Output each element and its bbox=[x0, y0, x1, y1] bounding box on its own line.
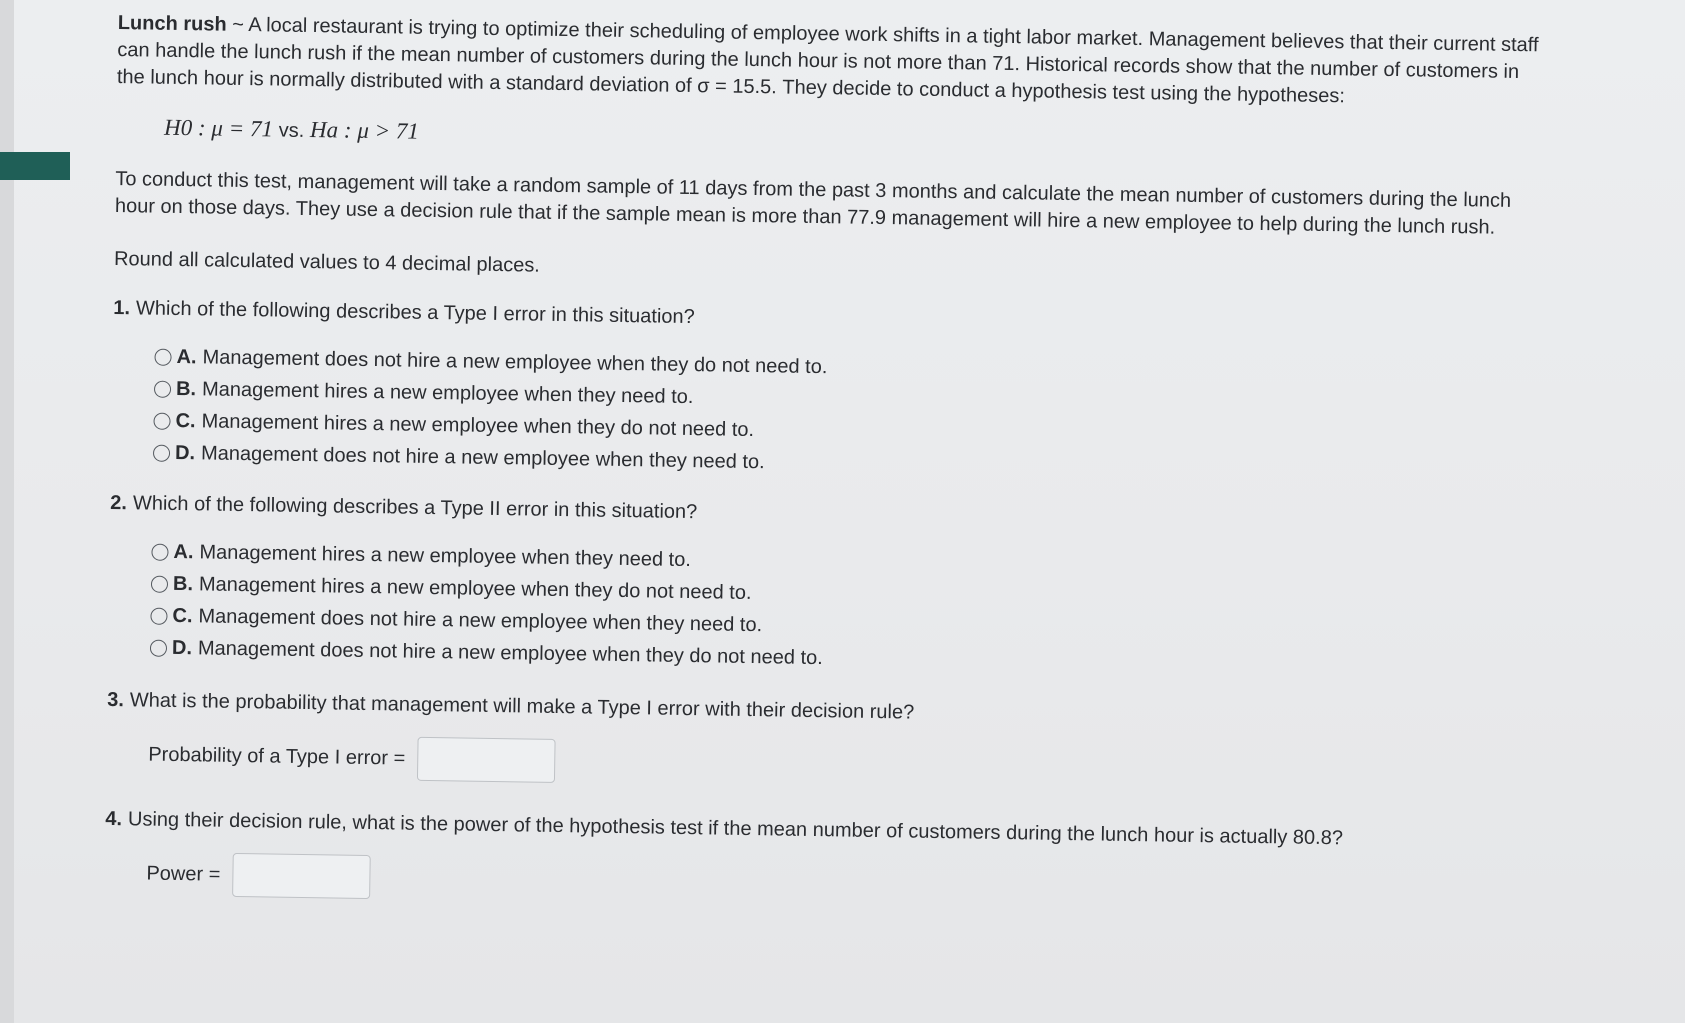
question-number: 2. bbox=[110, 491, 128, 515]
option-letter: C. bbox=[172, 604, 193, 627]
hypotheses bbox=[164, 114, 1546, 165]
radio-button[interactable] bbox=[151, 575, 168, 592]
option-text: Management does not hire a new employee when they do not need to. bbox=[202, 345, 828, 378]
power-input[interactable] bbox=[232, 853, 371, 899]
option-letter: D. bbox=[171, 636, 193, 659]
question-4 bbox=[104, 806, 1535, 917]
null-hypothesis: H0 : μ = 71 bbox=[163, 114, 274, 142]
question-4-title bbox=[105, 806, 1535, 855]
question-1-options bbox=[153, 341, 1543, 491]
option-letter: D. bbox=[174, 441, 196, 464]
question-1-title bbox=[113, 295, 1543, 344]
answer-label: Power = bbox=[146, 862, 221, 886]
question-number: 4. bbox=[105, 807, 123, 831]
question-text: Using their decision rule, what is the power of the hypothesis test if the mean number of customers during the lunch hour is actually 80.8? bbox=[127, 808, 1344, 850]
problem-content bbox=[104, 10, 1548, 917]
question-2 bbox=[108, 490, 1541, 685]
option-letter: A. bbox=[173, 540, 194, 563]
intro-paragraph bbox=[117, 10, 1548, 113]
answer-label: Probability of a Type I error = bbox=[148, 743, 406, 770]
option-letter: B. bbox=[172, 572, 194, 595]
question-3 bbox=[106, 687, 1537, 798]
question-text: Which of the following describes a Type II error in this situation? bbox=[132, 492, 698, 524]
option-letter: C. bbox=[175, 409, 196, 432]
option-text: Management hires a new employee when they do not need to. bbox=[198, 572, 752, 604]
radio-button[interactable] bbox=[150, 607, 167, 624]
rounding-note: Round all calculated values to 4 decimal places. bbox=[113, 247, 541, 277]
option-letter: A. bbox=[176, 345, 197, 368]
question-text: What is the probability that management will make a Type I error with their decision rule? bbox=[129, 689, 915, 724]
power-answer-row bbox=[146, 852, 1535, 918]
hypotheses-vs: vs. bbox=[278, 119, 305, 142]
intro-text: A local restaurant is trying to optimize their scheduling of employee work shifts in a tight labor market. Management believes that their current staff can handle the lunch rush if the mean number of customers during the lunch hour is not more than 71. Historical records show that the number of customers in the lunch hour is normally distributed with a standard deviation of σ = 15.5. They decide to conduct a hypothesis test using the hypotheses: bbox=[116, 14, 1539, 108]
procedure-paragraph: To conduct this test, management will take a random sample of 11 days from the past 3 months and calculate the mean number of customers during the lunch hour on those days. They use a decision rule that if the sample mean is more than 77.9 management will hire a new employee to help during the lunch rush. bbox=[114, 167, 1512, 239]
radio-button[interactable] bbox=[151, 543, 168, 560]
radio-button[interactable] bbox=[153, 412, 170, 429]
question-number: 3. bbox=[106, 688, 125, 712]
radio-button[interactable] bbox=[153, 444, 170, 461]
option-letter: B. bbox=[175, 377, 197, 400]
question-2-options bbox=[150, 536, 1540, 686]
option-text: Management does not hire a new employee when they need to. bbox=[198, 604, 763, 636]
question-2-title bbox=[110, 490, 1540, 539]
option-text: Management hires a new employee when they need to. bbox=[201, 377, 694, 408]
question-1 bbox=[111, 295, 1544, 490]
type-i-error-input[interactable] bbox=[417, 737, 556, 783]
option-text: Management hires a new employee when they do not need to. bbox=[201, 409, 755, 441]
question-number: 1. bbox=[113, 296, 131, 320]
question-text: Which of the following describes a Type I error in this situation? bbox=[135, 297, 695, 329]
radio-button[interactable] bbox=[154, 348, 171, 365]
question-3-title bbox=[107, 687, 1537, 736]
alternative-hypothesis: Ha : μ > 71 bbox=[309, 117, 420, 144]
radio-button[interactable] bbox=[150, 639, 167, 656]
option-text: Management does not hire a new employee when they do not need to. bbox=[197, 636, 823, 669]
title-tilde: ~ bbox=[232, 13, 245, 36]
radio-button[interactable] bbox=[154, 380, 171, 397]
green-side-tab bbox=[0, 152, 70, 180]
problem-title: Lunch rush bbox=[117, 11, 227, 36]
option-text: Management hires a new employee when they need to. bbox=[199, 540, 692, 571]
type-i-error-answer-row bbox=[148, 733, 1537, 799]
option-text: Management does not hire a new employee when they need to. bbox=[200, 441, 765, 473]
